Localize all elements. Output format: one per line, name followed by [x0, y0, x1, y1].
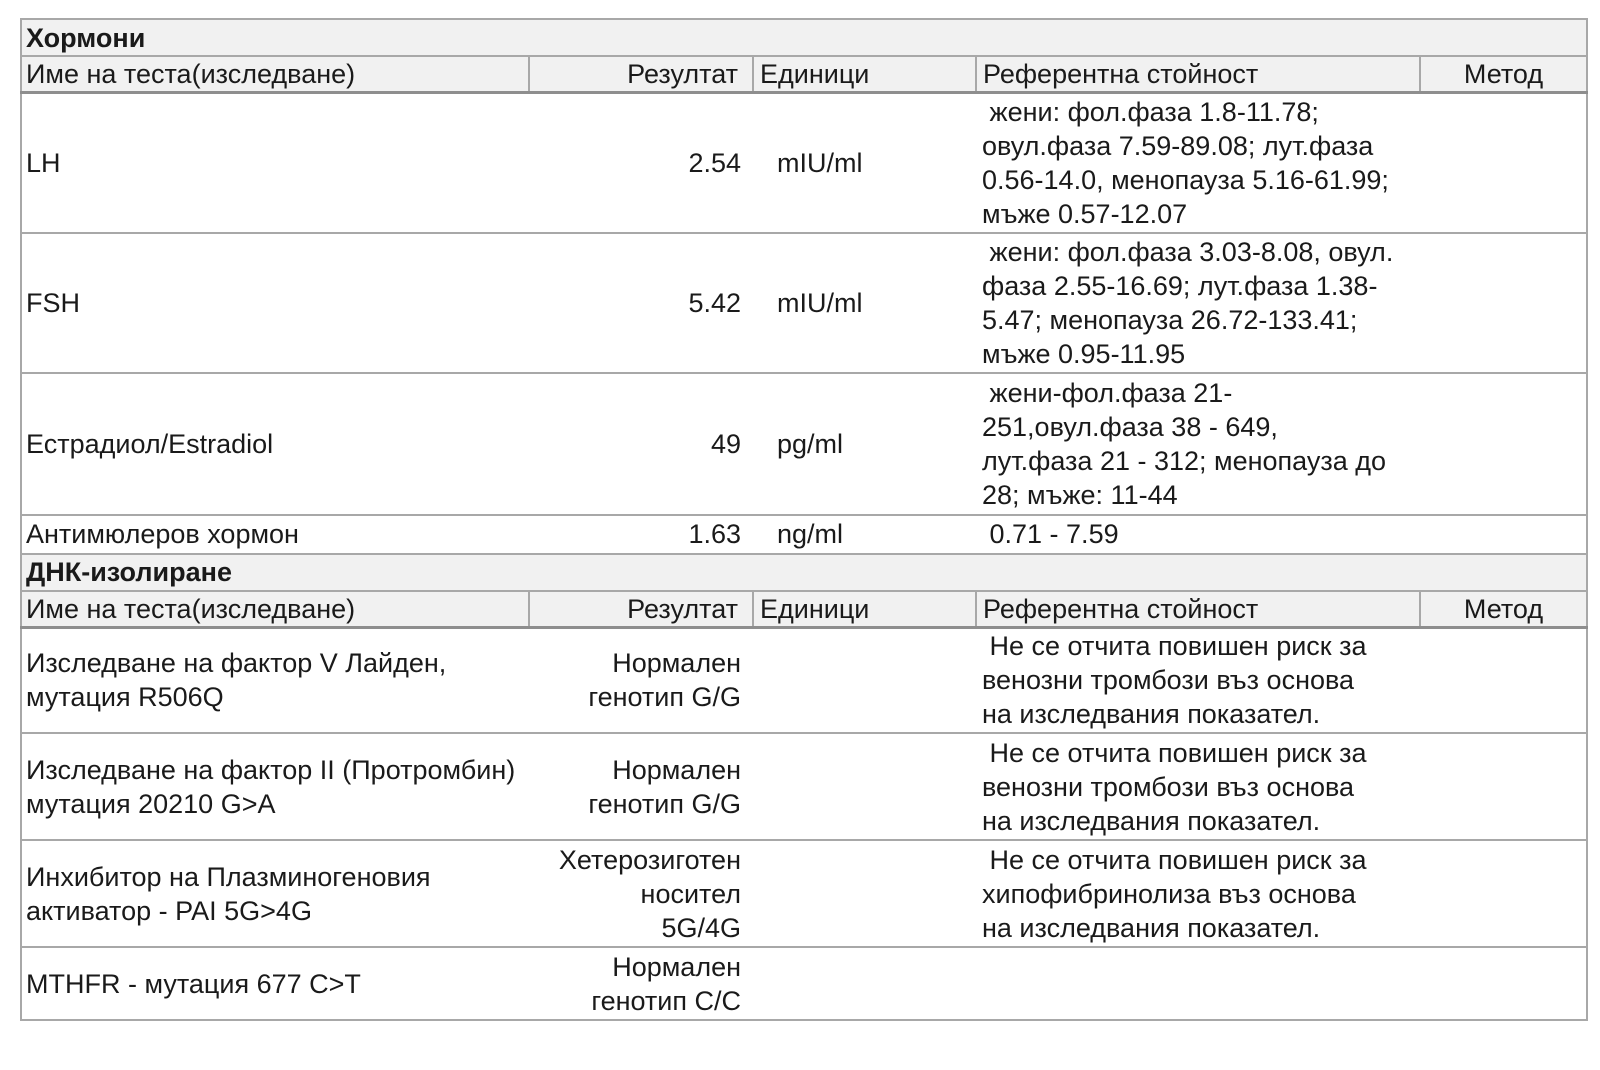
section-header [21, 19, 1587, 56]
test-reference [976, 93, 1420, 233]
table-row [21, 733, 1587, 840]
results-table-body [21, 19, 1587, 1020]
column-header-result: Резултат [529, 56, 753, 93]
test-reference [976, 627, 1420, 733]
test-reference-line: венозни тромбози въз основа [982, 771, 1355, 802]
test-name: MTHFR - мутация 677 C>T [21, 947, 529, 1020]
test-reference [976, 733, 1420, 840]
test-reference-line: овул.фаза 7.59-89.08; лут.фаза [982, 130, 1374, 161]
section-title: ДНК-изолиране [21, 554, 1587, 591]
test-units [753, 840, 976, 947]
test-reference-line: 0.56-14.0, менопауза 5.16-61.99; [982, 164, 1389, 195]
table-row [21, 515, 1587, 554]
test-result [529, 840, 753, 947]
test-reference-line: жени: фол.фаза 3.03-8.08, овул. [982, 236, 1394, 267]
test-reference-line: на изследвания показател. [982, 912, 1321, 943]
test-result-line: Нормален [612, 648, 741, 679]
column-header-row [21, 56, 1587, 93]
test-result-line: Нормален [612, 951, 741, 982]
column-header-units: Единици [753, 591, 976, 628]
test-reference-line: лут.фаза 21 - 312; менопауза до [982, 445, 1387, 476]
test-units: mIU/ml [753, 93, 976, 233]
test-reference-line: на изследвания показател. [982, 805, 1321, 836]
test-reference-line: хипофибринолиза въз основа [982, 878, 1356, 909]
test-method [1420, 733, 1587, 840]
column-header-reference: Референтна стойност [976, 56, 1420, 93]
test-result-line: генотип G/G [588, 788, 741, 819]
test-name: LH [21, 93, 529, 233]
test-name: FSH [21, 233, 529, 373]
test-method [1420, 233, 1587, 373]
test-result-line: генотип G/G [588, 682, 741, 713]
test-result: 49 [529, 373, 753, 515]
test-result-line: Хетерозиготен [558, 844, 741, 875]
test-method [1420, 947, 1587, 1020]
test-units: ng/ml [753, 515, 976, 554]
test-result: 2.54 [529, 93, 753, 233]
column-header-method: Метод [1420, 56, 1587, 93]
test-method [1420, 515, 1587, 554]
column-header-method: Метод [1420, 591, 1587, 628]
table-row [21, 947, 1587, 1020]
column-header-row [21, 591, 1587, 628]
test-name: Инхибитор на Плазминогеновия активатор - PAI 5G>4G [21, 840, 529, 947]
table-row [21, 233, 1587, 373]
column-header-name: Име на теста(изследване) [21, 591, 529, 628]
test-units [753, 947, 976, 1020]
table-row [21, 373, 1587, 515]
test-reference-line: Не се отчита повишен риск за [982, 737, 1367, 768]
test-name: Естрадиол/Estradiol [21, 373, 529, 515]
test-method [1420, 840, 1587, 947]
test-result [529, 733, 753, 840]
test-name: Антимюлеров хормон [21, 515, 529, 554]
test-reference [976, 840, 1420, 947]
test-result-line: носител [640, 878, 741, 909]
test-name: Изследване на фактор II (Протромбин) мутация 20210 G>A [21, 733, 529, 840]
table-row [21, 627, 1587, 733]
test-reference-line: 28; мъже: 11-44 [982, 479, 1178, 510]
test-reference-line: на изследвания показател. [982, 699, 1321, 730]
test-reference-line: 251,овул.фаза 38 - 649, [982, 411, 1278, 442]
test-result: 5.42 [529, 233, 753, 373]
test-units: pg/ml [753, 373, 976, 515]
test-result [529, 627, 753, 733]
test-result-line: 5G/4G [661, 912, 741, 943]
test-method [1420, 93, 1587, 233]
column-header-units: Единици [753, 56, 976, 93]
test-reference-line: мъже 0.57-12.07 [982, 198, 1188, 229]
test-result: 1.63 [529, 515, 753, 554]
column-header-reference: Референтна стойност [976, 591, 1420, 628]
test-reference [976, 515, 1420, 554]
test-reference-line: Не се отчита повишен риск за [982, 844, 1367, 875]
test-result-line: Нормален [612, 754, 741, 785]
test-reference [976, 373, 1420, 515]
test-units [753, 627, 976, 733]
test-method [1420, 627, 1587, 733]
results-table [20, 18, 1588, 1021]
lab-results-sheet [20, 18, 1586, 1021]
column-header-result: Резултат [529, 591, 753, 628]
section-header [21, 554, 1587, 591]
test-result-line: генотип C/C [591, 985, 741, 1016]
test-reference-line: 0.71 - 7.59 [982, 519, 1119, 549]
test-name: Изследване на фактор V Лайден, мутация R506Q [21, 627, 529, 733]
test-reference-line: 5.47; менопауза 26.72-133.41; [982, 304, 1358, 335]
test-reference [976, 947, 1420, 1020]
test-units [753, 733, 976, 840]
column-header-name: Име на теста(изследване) [21, 56, 529, 93]
test-result [529, 947, 753, 1020]
test-reference-line: жени: фол.фаза 1.8-11.78; [982, 96, 1319, 127]
test-reference-line: мъже 0.95-11.95 [982, 338, 1186, 369]
table-row [21, 93, 1587, 233]
table-row [21, 840, 1587, 947]
test-method [1420, 373, 1587, 515]
test-reference-line: фаза 2.55-16.69; лут.фаза 1.38- [982, 270, 1378, 301]
section-title: Хормони [21, 19, 1587, 56]
test-reference-line: жени-фол.фаза 21- [982, 377, 1233, 408]
test-reference-line: Не се отчита повишен риск за [982, 631, 1367, 662]
test-units: mIU/ml [753, 233, 976, 373]
test-reference [976, 233, 1420, 373]
test-reference-line: венозни тромбози въз основа [982, 665, 1355, 696]
